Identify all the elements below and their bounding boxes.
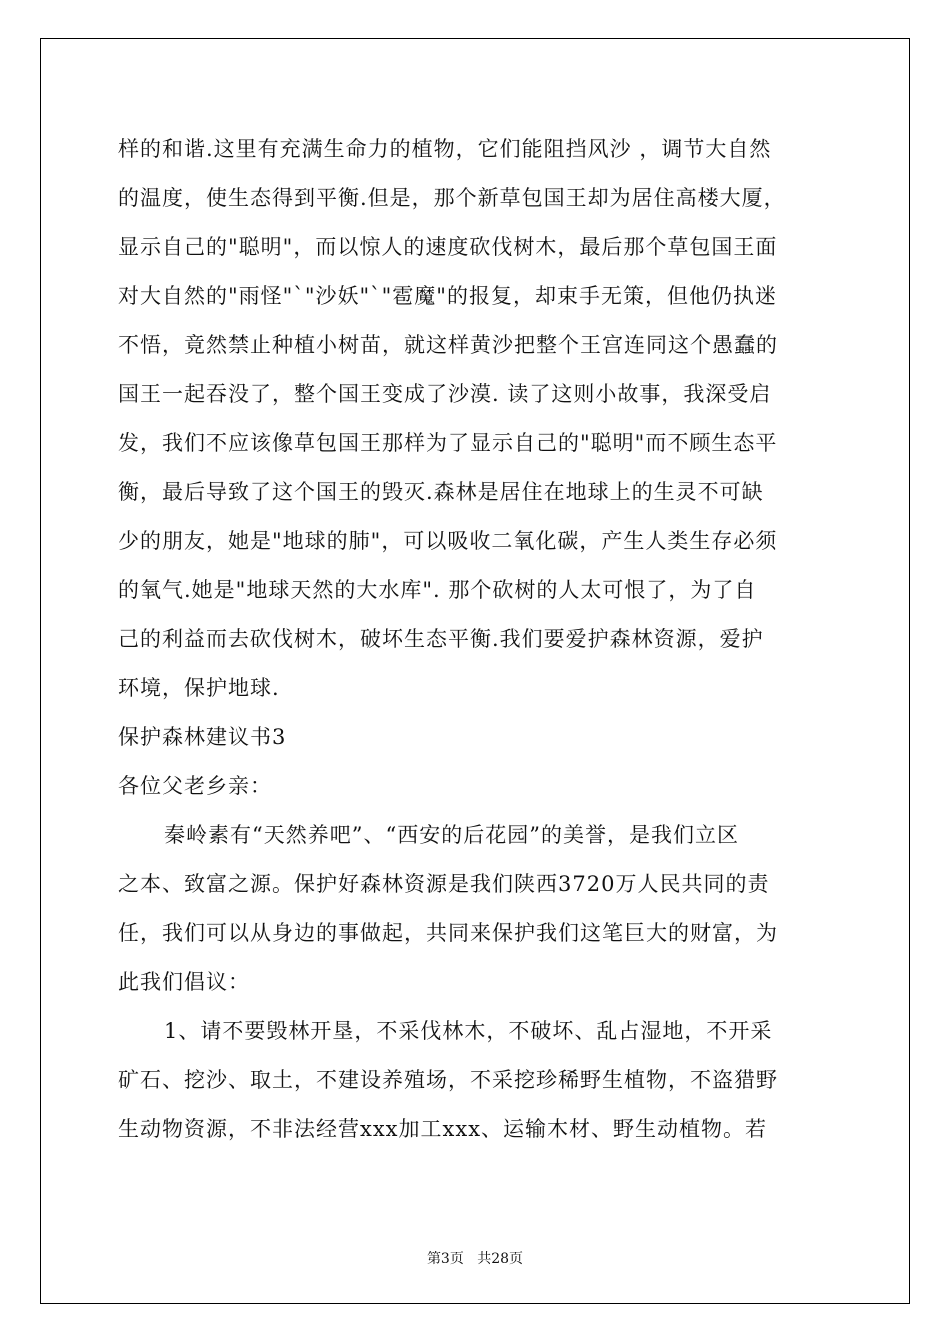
text-line: 不悟，竟然禁止种植小树苗，就这样黄沙把整个王宫连同这个愚蠢的 (118, 333, 778, 357)
text-line: 此我们倡议： (118, 970, 250, 994)
salutation: 各位父老乡亲： (118, 774, 272, 798)
text-line: 衡，最后导致了这个国王的毁灭.森林是居住在地球上的生灵不可缺 (118, 480, 764, 504)
text-line: 1、请不要毁林开垦，不采伐林木，不破坏、乱占湿地，不开采 (164, 1019, 773, 1043)
text-line: 矿石、挖沙、取土，不建设养殖场，不采挖珍稀野生植物，不盗猎野 (118, 1068, 778, 1092)
text-line: 任，我们可以从身边的事做起，共同来保护我们这笔巨大的财富，为 (118, 921, 778, 945)
document-body (118, 130, 838, 1159)
text-line: 己的利益而去砍伐树木，破坏生态平衡.我们要爱护森林资源，爱护 (118, 627, 764, 651)
page-total: 共28页 (477, 1251, 524, 1267)
text-line: 秦岭素有“天然养吧”、“西安的后花园”的美誉，是我们立区 (164, 823, 739, 847)
section-title: 保护森林建议书3 (118, 725, 287, 749)
text-line: 环境，保护地球. (118, 676, 280, 700)
text-line: 生动物资源，不非法经营xxx加工xxx、运输木材、野生动植物。若 (118, 1117, 768, 1141)
text-line: 的氧气.她是"地球天然的大水库". 那个砍树的人太可恨了，为了自 (118, 578, 757, 602)
text-line: 之本、致富之源。保护好森林资源是我们陕西3720万人民共同的责 (118, 872, 770, 896)
text-line: 显示自己的"聪明"，而以惊人的速度砍伐树木，最后那个草包国王面 (118, 235, 778, 259)
text-line: 少的朋友，她是"地球的肺"，可以吸收二氧化碳，产生人类生存必须 (118, 529, 778, 553)
text-line: 对大自然的"雨怪"`"沙妖"`"雹魔"的报复，却束手无策，但他仍执迷 (118, 284, 777, 308)
text-line: 的温度，使生态得到平衡.但是，那个新草包国王却为居住高楼大厦， (118, 186, 786, 210)
text-line: 发，我们不应该像草包国王那样为了显示自己的"聪明"而不顾生态平 (118, 431, 778, 455)
page-footer (0, 1248, 950, 1268)
page-number: 第3页 (426, 1251, 464, 1267)
text-line: 国王一起吞没了，整个国王变成了沙漠. 读了这则小故事，我深受启 (118, 382, 772, 406)
text-line: 样的和谐.这里有充满生命力的植物，它们能阻挡风沙 ，调节大自然 (118, 137, 772, 161)
